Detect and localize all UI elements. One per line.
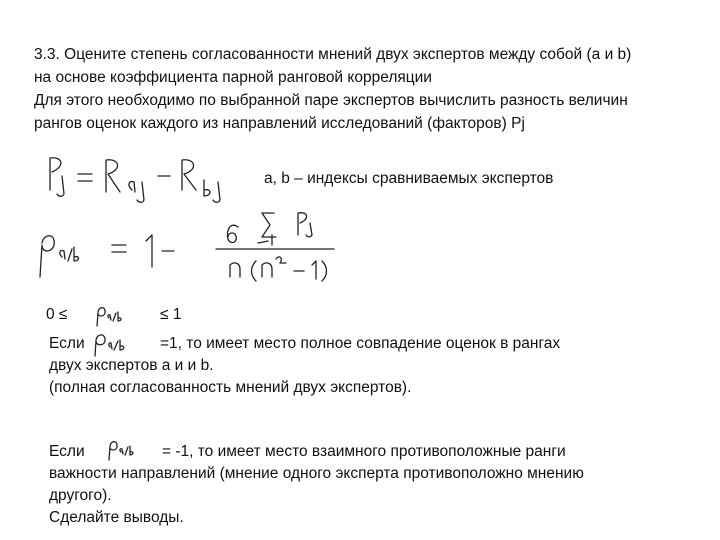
case1-line-2: двух экспертов а и и b.	[49, 357, 214, 374]
range-upper: ≤ 1	[160, 306, 182, 323]
case1-prefix: Если	[49, 335, 85, 352]
case1-line-3: (полная согласованность мнений двух экспертов).	[49, 379, 412, 396]
task-line-3: Для этого необходимо по выбранной паре экспертов вычислить разность величин	[34, 92, 628, 109]
range-lower: 0 ≤	[46, 306, 68, 323]
formula-rank-difference	[40, 150, 260, 210]
conclusion: Сделайте выводы.	[49, 509, 184, 526]
case1-text: =1, то имеет место полное совпадение оценок в рангах	[160, 335, 561, 352]
task-line-2: на основе коэффициента парной ранговой корреляции	[34, 69, 432, 86]
task-title: 3.3. Оцените степень согласованности мнений двух экспертов между собой (а и b)	[34, 46, 632, 63]
case2-line-3: другого).	[49, 487, 112, 504]
task-line-4: рангов оценок каждого из направлений исследований (факторов) Pj	[34, 115, 525, 132]
case2-line-2: важности направлений (мнение одного эксперта противоположно мнению	[49, 465, 584, 482]
case2-text: = -1, то имеет место взаимного противоположные ранги	[162, 443, 566, 460]
rho-symbol	[92, 300, 132, 330]
case2-prefix: Если	[49, 443, 85, 460]
formula-note: a, b – индексы сравниваемых экспертов	[264, 170, 554, 187]
rho-symbol	[104, 434, 144, 464]
formula-spearman-coefficient	[34, 205, 354, 295]
